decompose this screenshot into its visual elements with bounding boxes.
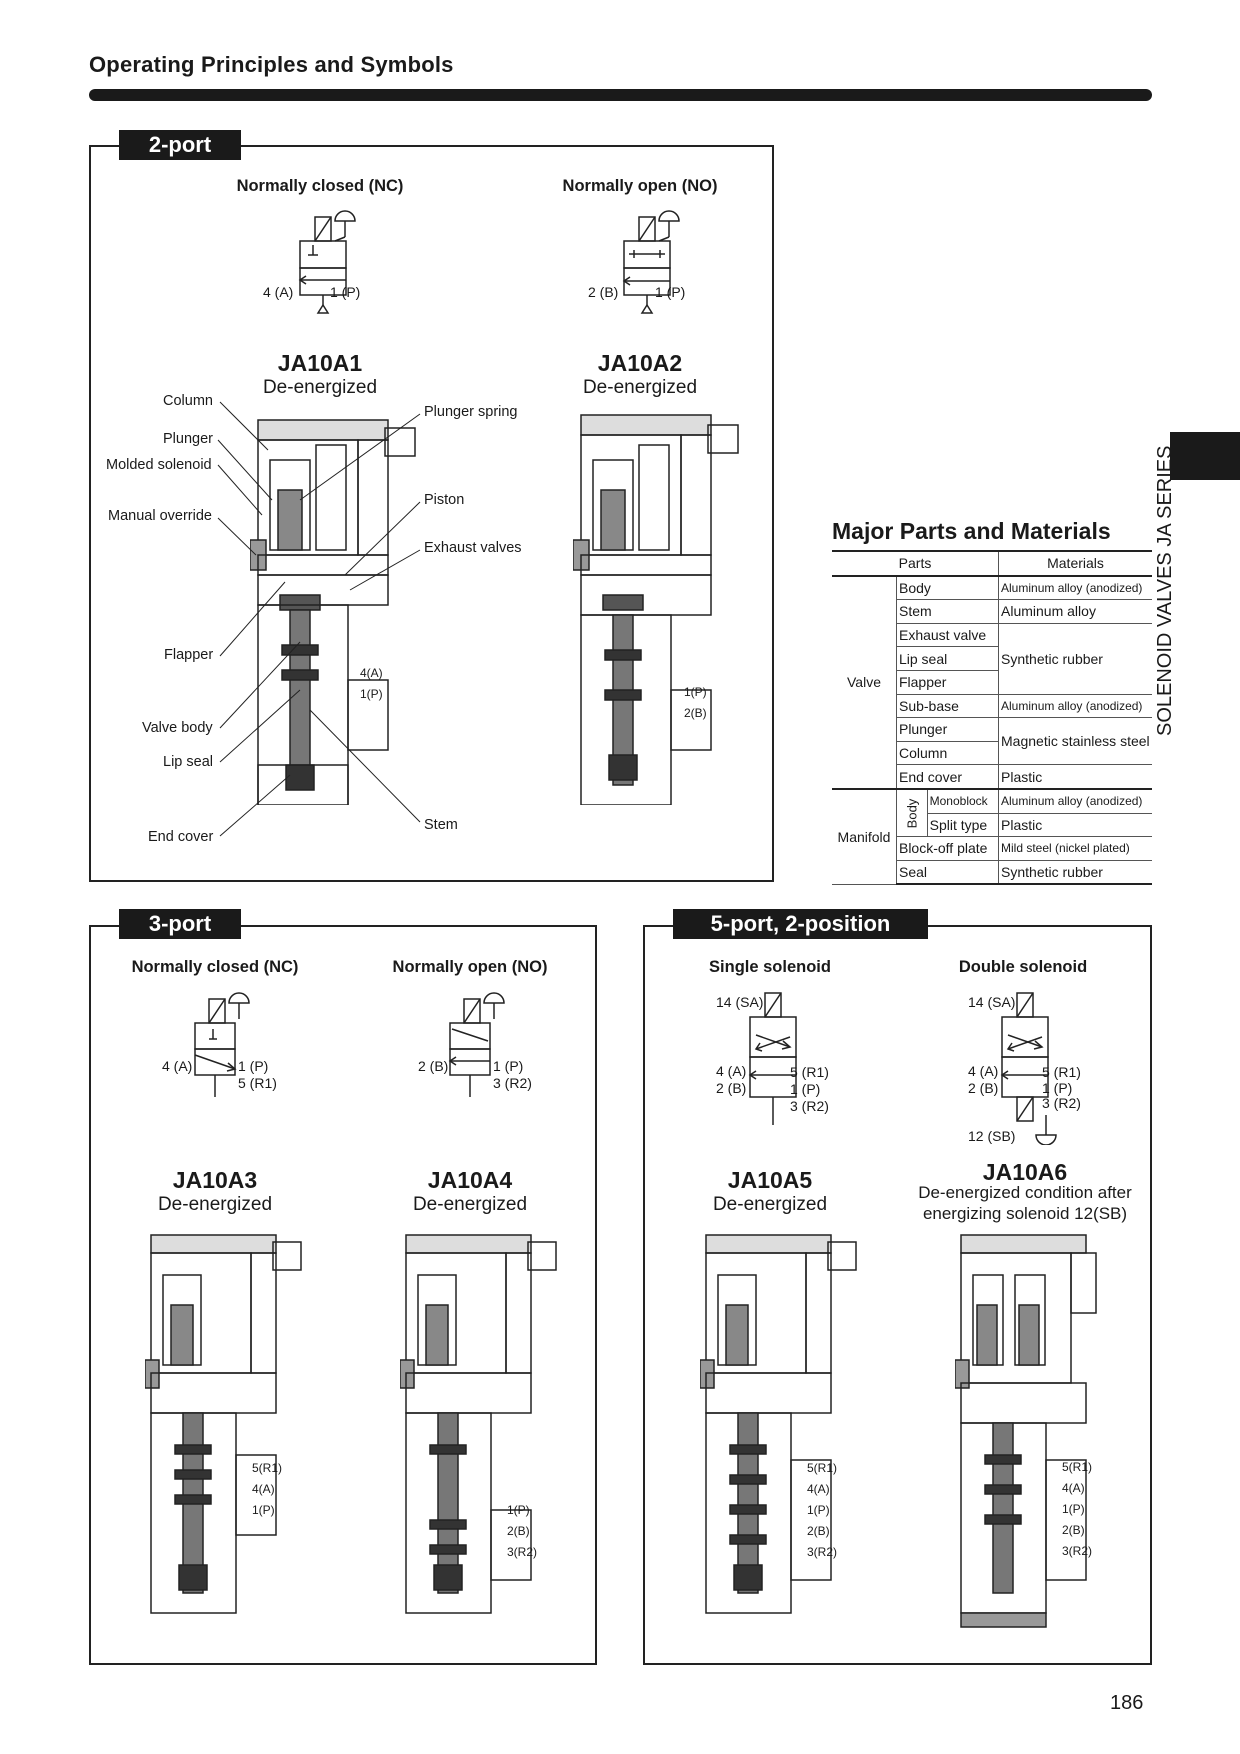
- callout-plunger: Plunger: [163, 431, 213, 447]
- state-ja10a5: De-energized: [712, 1194, 828, 1215]
- ja10a6-cross-section: [955, 1230, 1115, 1630]
- material-cell: Synthetic rubber: [999, 860, 1152, 884]
- nc-port-right: 1 (P): [330, 284, 361, 300]
- part-cell: Exhaust valve: [896, 623, 998, 647]
- a5-right-port: 3 (R2): [790, 1098, 829, 1114]
- callout-manual-override: Manual override: [108, 508, 212, 524]
- a5-left-port: 4 (A): [716, 1063, 747, 1079]
- a6-right-port: 1 (P): [1042, 1080, 1073, 1096]
- ja10a3-cross-section: [145, 1230, 305, 1615]
- material-cell: Magnetic stainless steel: [999, 718, 1152, 765]
- callout-piston: Piston: [424, 492, 465, 508]
- a6-port: 2(B): [1062, 1523, 1085, 1537]
- a6-sol-label-b: 12 (SB): [968, 1128, 1016, 1144]
- part-cell: Monoblock: [927, 789, 998, 813]
- callout-end-cover: End cover: [148, 829, 214, 845]
- material-cell: Aluminum alloy: [999, 600, 1152, 624]
- a6-sol-label: 14 (SA): [968, 994, 1016, 1010]
- a3-port: 1(P): [252, 1503, 275, 1517]
- part-cell: Split type: [927, 813, 998, 837]
- callout-lip-seal: Lip seal: [163, 754, 213, 770]
- a6-right-port: 5 (R1): [1042, 1064, 1081, 1080]
- callout-column: Column: [163, 393, 213, 409]
- parts-table-title: Major Parts and Materials: [832, 518, 1111, 544]
- part-cell: Body: [896, 576, 998, 600]
- part-cell: Seal: [896, 860, 998, 884]
- nc-port-left: 4 (A): [263, 284, 294, 300]
- a4-port: 3(R2): [507, 1545, 538, 1559]
- material-cell: Plastic: [999, 813, 1152, 837]
- a6-port: 3(R2): [1062, 1544, 1093, 1558]
- side-label: SOLENOID VALVES JA SERIES: [1154, 445, 1176, 736]
- callout-valve-body: Valve body: [142, 720, 213, 736]
- part-cell: Flapper: [896, 670, 998, 694]
- state-ja10a1: De-energized: [262, 377, 378, 398]
- a1-port-4a: 4(A): [360, 666, 383, 680]
- no-port-left: 2 (B): [588, 284, 619, 300]
- a4-port-left: 2 (B): [418, 1058, 449, 1074]
- a6-right-port: 3 (R2): [1042, 1095, 1081, 1111]
- callout-molded-solenoid: Molded solenoid: [106, 457, 212, 473]
- callout-exhaust-valves: Exhaust valves: [424, 540, 522, 556]
- a6-port: 4(A): [1062, 1481, 1085, 1495]
- callout-plunger-spring: Plunger spring: [424, 404, 518, 420]
- a6-left-port: 4 (A): [968, 1063, 999, 1079]
- material-cell: Plastic: [999, 765, 1152, 789]
- a6-subtitle: Double solenoid: [958, 958, 1088, 976]
- body-subgroup-label: Body: [904, 798, 920, 829]
- a6-left-port: 2 (B): [968, 1080, 999, 1096]
- a3-port: 5(R1): [252, 1461, 283, 1475]
- a3-port: 4(A): [252, 1482, 275, 1496]
- a5-port: 2(B): [807, 1524, 830, 1538]
- a5-port: 4(A): [807, 1482, 830, 1496]
- part-cell: End cover: [896, 765, 998, 789]
- a6-port: 5(R1): [1062, 1460, 1093, 1474]
- five-port-tag: 5-port, 2-position: [673, 909, 928, 939]
- model-ja10a1: JA10A1: [277, 350, 363, 376]
- no-port-right: 1 (P): [655, 284, 686, 300]
- a3-subtitle: Normally closed (NC): [131, 958, 299, 976]
- part-cell: Lip seal: [896, 647, 998, 671]
- part-cell: Stem: [896, 600, 998, 624]
- state-ja10a6-line1: De-energized condition after: [918, 1183, 1132, 1202]
- parts-table: [832, 550, 1152, 885]
- a5-right-port: 5 (R1): [790, 1064, 829, 1080]
- state-ja10a6-line2: energizing solenoid 12(SB): [922, 1204, 1128, 1223]
- callout-flapper: Flapper: [164, 647, 214, 663]
- a4-port-r2: 3 (R2): [493, 1075, 532, 1091]
- materials-header: Materials: [999, 551, 1152, 576]
- material-cell: Aluminum alloy (anodized): [999, 694, 1152, 718]
- part-cell: Block-off plate: [896, 837, 998, 861]
- a5-port: 1(P): [807, 1503, 830, 1517]
- model-ja10a3: JA10A3: [172, 1167, 258, 1193]
- a6-port: 1(P): [1062, 1502, 1085, 1516]
- a4-port-r1: 1 (P): [493, 1058, 524, 1074]
- page-title: Operating Principles and Symbols: [89, 52, 454, 77]
- parts-header: Parts: [832, 551, 999, 576]
- callout-stem: Stem: [424, 817, 458, 833]
- page-number: 186: [1110, 1692, 1144, 1714]
- model-ja10a6: JA10A6: [982, 1159, 1068, 1185]
- material-cell: Synthetic rubber: [999, 623, 1152, 694]
- a4-subtitle: Normally open (NO): [392, 958, 548, 976]
- model-ja10a5: JA10A5: [727, 1167, 813, 1193]
- a5-subtitle: Single solenoid: [709, 958, 831, 976]
- three-port-tag: 3-port: [119, 909, 241, 939]
- a5-port: 5(R1): [807, 1461, 838, 1475]
- state-ja10a2: De-energized: [582, 377, 698, 398]
- a4-port: 2(B): [507, 1524, 530, 1538]
- a5-sol-label: 14 (SA): [716, 994, 764, 1010]
- callout-lines: [0, 0, 774, 882]
- a4-port: 1(P): [507, 1503, 530, 1517]
- a5-right-port: 1 (P): [790, 1081, 821, 1097]
- a3-port-left: 4 (A): [162, 1058, 193, 1074]
- a5-port: 3(R2): [807, 1545, 838, 1559]
- a5-left-port: 2 (B): [716, 1080, 747, 1096]
- part-cell: Column: [896, 741, 998, 765]
- part-cell: Plunger: [896, 718, 998, 742]
- a2-port-2b: 2(B): [684, 706, 707, 720]
- a1-port-1p: 1(P): [360, 687, 383, 701]
- a3-port-r2: 5 (R1): [238, 1075, 277, 1091]
- a3-port-r1: 1 (P): [238, 1058, 269, 1074]
- material-cell: Aluminum alloy (anodized): [999, 789, 1152, 813]
- manifold-group-label: Manifold: [832, 789, 896, 884]
- material-cell: Aluminum alloy (anodized): [999, 576, 1152, 600]
- material-cell: Mild steel (nickel plated): [999, 837, 1152, 861]
- no-subtitle: Normally open (NO): [562, 177, 718, 195]
- state-ja10a3: De-energized: [157, 1194, 273, 1215]
- two-port-tag: 2-port: [119, 130, 241, 160]
- model-ja10a2: JA10A2: [597, 350, 683, 376]
- model-ja10a4: JA10A4: [427, 1167, 513, 1193]
- nc-subtitle: Normally closed (NC): [236, 177, 404, 195]
- part-cell: Sub-base: [896, 694, 998, 718]
- body-subgroup: [896, 789, 927, 837]
- side-tab: [1170, 432, 1240, 480]
- valve-group-label: Valve: [832, 576, 896, 789]
- a2-port-1p: 1(P): [684, 685, 707, 699]
- state-ja10a4: De-energized: [412, 1194, 528, 1215]
